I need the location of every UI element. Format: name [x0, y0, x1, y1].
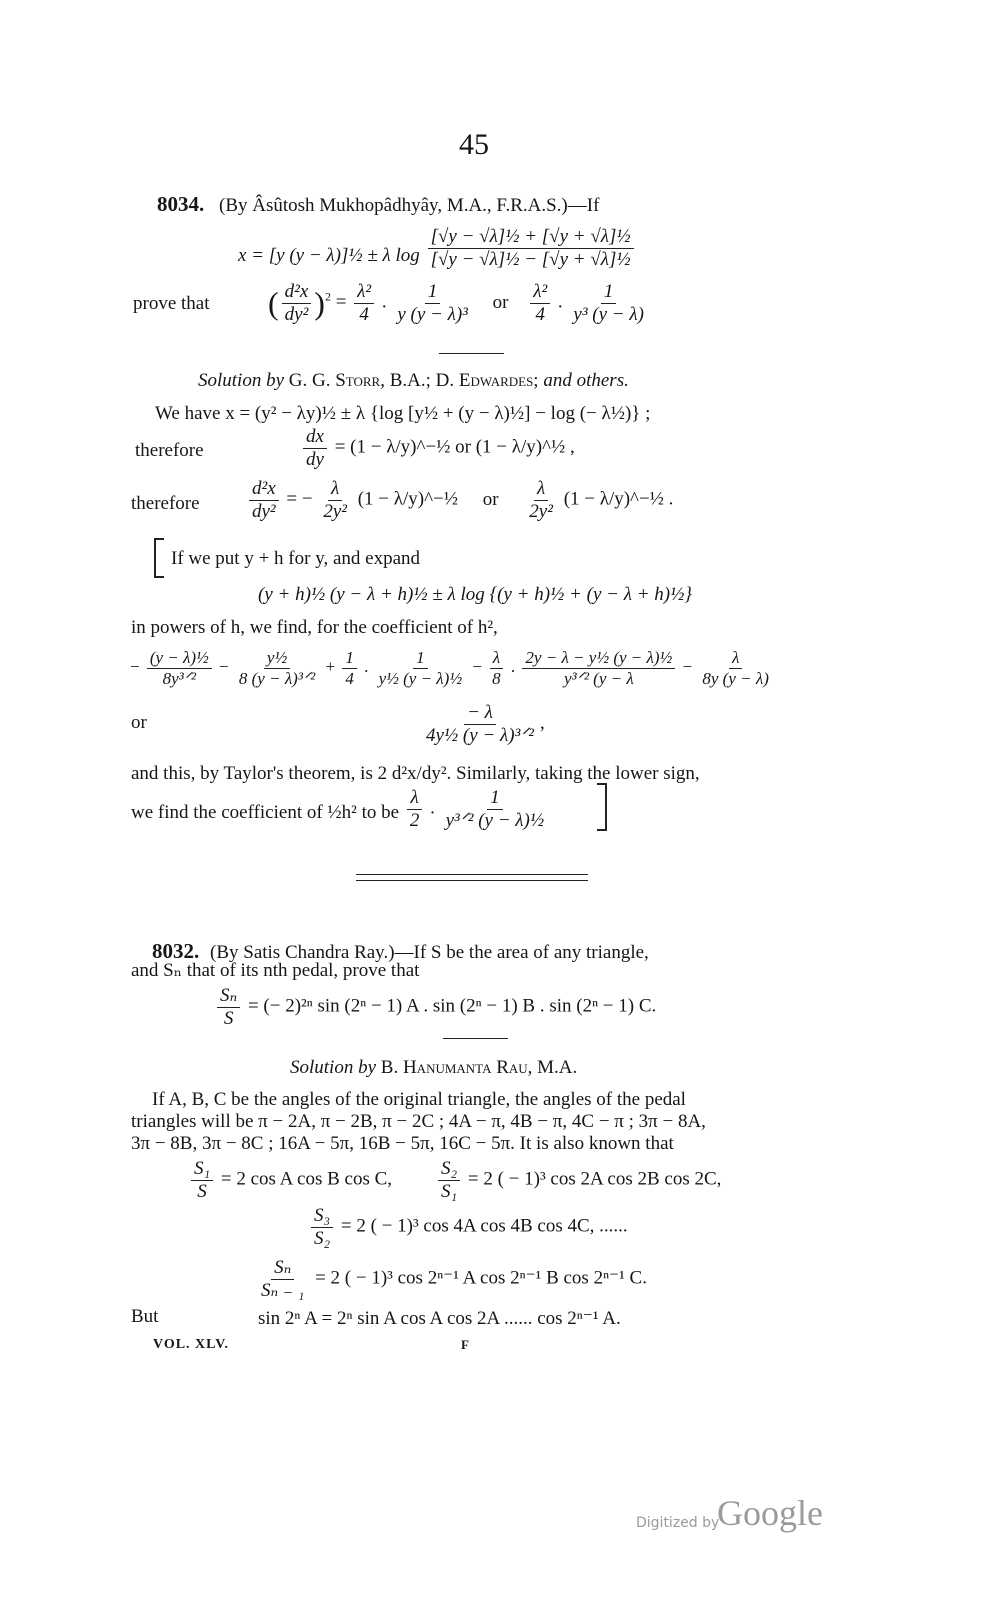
fraction-denominator: y³ᐟ² (y − λ)½ [445, 809, 545, 831]
fraction-numerator: 1 [601, 281, 617, 304]
derivative-equation-1 [300, 426, 575, 471]
fraction-denominator: dy² [252, 500, 276, 522]
prove-that-label: prove that [133, 293, 210, 314]
equation-rhs: = (1 − λ/y)^−½ or (1 − λ/y)^½ , [334, 436, 575, 458]
fraction-denominator: 2y² [529, 500, 553, 522]
short-divider [439, 353, 504, 354]
fraction-denominator: Sₙ ₋ ₁ [261, 1279, 305, 1301]
fraction [489, 648, 504, 688]
problem-text: (By Satis Chandra Ray.)—If S be the area of any triangle, [210, 942, 649, 963]
fraction [570, 281, 647, 326]
fraction-denominator: 4y½ (y − λ)³ᐟ² [426, 724, 535, 746]
fraction-numerator: − λ [464, 702, 496, 725]
derivative-fraction [282, 281, 312, 326]
fraction [428, 226, 634, 271]
equation-rhs: = (− 2)²ⁿ sin (2ⁿ − 1) A . sin (2ⁿ − 1) B . sin (2ⁿ − 1) C. [247, 995, 657, 1017]
equation-sign: = − [286, 488, 313, 510]
ratio-equation-1 [188, 1158, 392, 1203]
or-label: or [131, 712, 147, 733]
fraction [438, 1158, 460, 1203]
fraction [394, 281, 471, 326]
right-bracket [597, 783, 607, 831]
therefore-label: therefore [131, 493, 200, 514]
fraction-denominator: y½ (y − λ)½ [378, 668, 463, 688]
fraction-denominator: 2y² [323, 500, 347, 522]
or-label: or [492, 291, 509, 313]
fraction-denominator: [√y − √λ]½ − [√y + √λ]½ [430, 248, 631, 270]
solution-line-1: We have x = (y² − λy)½ ± λ {log [y½ + (y − λ)½] − log (− λ½)} ; [155, 403, 651, 424]
left-bracket [154, 538, 164, 578]
solution-heading [290, 1058, 577, 1079]
equation-lhs: x = [y (y − λ)]½ ± λ log [238, 244, 420, 266]
fraction-numerator: 1 [342, 648, 357, 669]
note-line-3: in powers of h, we find, for the coefficient of h², [131, 617, 498, 638]
fraction-denominator: y (y − λ)³ [397, 303, 468, 325]
fraction [354, 281, 374, 326]
fraction-numerator: dx [303, 426, 327, 449]
fraction-denominator: S₂ [314, 1227, 331, 1249]
fraction-numerator: λ [407, 787, 421, 810]
fraction-denominator: 8 [492, 668, 501, 688]
fraction-denominator: 8y³ᐟ² [162, 668, 197, 688]
solution-paragraph-line-2: triangles will be π − 2A, π − 2B, π − 2C ; 4A − π, 4B − π, 4C − π ; 3π − 8A, [131, 1111, 706, 1132]
note-line-2: (y + h)½ (y − λ + h)½ ± λ log {(y + h)½ + (y − λ + h)½} [258, 584, 692, 605]
but-label: But [131, 1306, 159, 1327]
fraction-numerator: 1 [413, 648, 428, 669]
fraction [522, 648, 675, 688]
google-logo: Google [717, 1493, 823, 1533]
problem-number: 8032. [152, 939, 200, 963]
fraction [147, 648, 212, 688]
fraction-denominator: 2 [409, 809, 420, 831]
section-divider-bottom [356, 880, 588, 881]
fraction-denominator: y³ᐟ² (y − λ [563, 668, 634, 688]
therefore-label: therefore [135, 440, 204, 461]
fraction-numerator: S₁ [191, 1158, 213, 1181]
fraction [526, 478, 556, 523]
fraction-denominator: y³ (y − λ) [573, 303, 644, 325]
fraction-numerator: y½ [264, 648, 290, 669]
fraction-numerator: d²x [249, 478, 279, 501]
ratio-equation-3 [308, 1205, 628, 1250]
fraction-numerator: Sₙ [271, 1257, 294, 1280]
solver-names: G. G. Storr, B.A.; D. Edwardes; [288, 370, 539, 391]
fraction-denominator: S [223, 1007, 234, 1029]
but-equation: sin 2ⁿ A = 2ⁿ sin A cos A cos 2A ...... cos 2ⁿ⁻¹ A. [258, 1308, 621, 1329]
solution-label: Solution by [198, 370, 285, 391]
fraction-numerator: Sₙ [217, 985, 240, 1008]
problem-8034-header [157, 193, 599, 217]
fraction [423, 702, 537, 747]
fraction-denominator: S [197, 1180, 207, 1202]
fraction-denominator: 4 [345, 668, 354, 688]
fraction [191, 1158, 213, 1203]
solution-heading [198, 371, 629, 392]
fraction-denominator: 4 [359, 303, 369, 325]
volume-label: VOL. XLV. [153, 1337, 230, 1352]
fraction-numerator: (y − λ)½ [147, 648, 212, 669]
solver-names: B. Hanumanta Rau, M.A. [380, 1057, 578, 1078]
fraction [443, 787, 548, 832]
fraction-numerator: λ² [530, 281, 550, 304]
digitized-by-label: Digitized by [636, 1515, 720, 1531]
fraction-numerator: λ [490, 648, 503, 669]
equation-8034-1 [238, 226, 637, 271]
fraction-numerator: 1 [425, 281, 441, 304]
signature-mark: F [461, 1337, 469, 1352]
fraction [236, 648, 318, 688]
coefficient-expansion: − $\frac{\text{(y − λ)½}}{\text{8y³ᐟ²}}$ − $\frac{\text{y½}}{\text{8 (y − λ)³ᐟ²}}$ + $\frac{1}{4}$ . $\frac{1}{\text{y½ (y − λ)½}}$ − $\frac{\lambda}{8}$ . $\frac{\text{2y − λ − y½ (y − λ)½}}{\text{y³ᐟ² (y − λ}}$ − $\frac{\lambda}{8y (y - \lambda)}$ [130, 648, 775, 688]
ratio-equation-n [255, 1257, 647, 1302]
equation-rhs: = 2 cos A cos B cos C, [220, 1168, 393, 1190]
solution-and-others: and others. [543, 370, 629, 391]
solution-paragraph-line-3: 3π − 8B, 3π − 8C ; 16A − 5π, 16B − 5π, 16C − 5π. It is also known that [131, 1133, 674, 1154]
lower-sign-text: we find the coefficient of ½h² to be [131, 801, 400, 823]
fraction-numerator: 1 [487, 787, 503, 810]
fraction-denominator: 8y (y − λ) [702, 668, 769, 688]
equation-8034-2: ( $\frac{\text{d²x}}{\text{dy²}}$ )$^2$ = $\frac{\text{λ²}}{4}$ . $\frac{1}{\text{y (y − λ)³}}$ or $\frac{\text{λ²}}{4}$ . $\frac{1}{\text{y³ (y − λ)}}$ [268, 281, 650, 326]
derivative-equation-2 [246, 478, 673, 523]
fraction [407, 787, 423, 832]
fraction-numerator: λ [534, 478, 548, 501]
equation-rhs: = 2 ( − 1)³ cos 2A cos 2B cos 2C, [467, 1168, 722, 1190]
lower-sign-line: we find the coefficient of ½h² to be $\frac{\lambda}{2}$ . $\frac{1}{\text{y³ᐟ² (y − λ)½}}$ [131, 787, 550, 832]
problem-byline: (By Âsûtosh Mukhopâdhyây, M.A., F.R.A.S.)—If [219, 195, 600, 216]
note-line-1: If we put y + h for y, and expand [171, 548, 421, 569]
equation-rhs: = 2 ( − 1)³ cos 2ⁿ⁻¹ A cos 2ⁿ⁻¹ B cos 2ⁿ⁻¹ C. [315, 1267, 647, 1289]
coefficient-result: $\frac{- \lambda}{\text{4y½ (y − λ)³ᐟ²}}$ , [420, 702, 545, 747]
fraction-numerator: S₃ [311, 1205, 333, 1228]
or-label: or [482, 488, 499, 510]
fraction-numerator: 2y − λ − y½ (y − λ)½ [522, 648, 675, 669]
fraction [217, 985, 240, 1030]
page-number: 45 [459, 128, 489, 161]
fraction-denominator: dy [306, 448, 324, 470]
problem-8032-line-2: and Sₙ that of its nth pedal, prove that [131, 960, 420, 981]
fraction-numerator: [√y − √λ]½ + [√y + √λ]½ [428, 226, 634, 249]
fraction-numerator: λ [729, 648, 742, 669]
taylor-line: and this, by Taylor's theorem, is 2 d²x/dy². Similarly, taking the lower sign, [131, 763, 700, 784]
fraction [699, 648, 772, 688]
fraction-numerator: S₂ [438, 1158, 460, 1181]
equation-rhs: = 2 ( − 1)³ cos 4A cos 4B cos 4C, ...... [340, 1215, 628, 1237]
fraction-numerator: d²x [282, 281, 312, 304]
fraction [303, 426, 327, 471]
solution-paragraph-line-1: If A, B, C be the angles of the original triangle, the angles of the pedal [152, 1089, 686, 1110]
square-exponent: 2 [324, 289, 331, 304]
fraction-denominator: dy² [284, 303, 309, 325]
fraction [342, 648, 357, 688]
fraction [249, 478, 279, 523]
fraction-denominator: S₁ [441, 1180, 458, 1202]
equation-8032 [214, 985, 656, 1030]
fraction [258, 1257, 307, 1302]
fraction [376, 648, 466, 688]
fraction [311, 1205, 333, 1250]
equation-factor: (1 − λ/y)^−½ . [563, 488, 674, 510]
fraction [320, 478, 350, 523]
fraction [530, 281, 550, 326]
equation-factor: (1 − λ/y)^−½ [357, 488, 458, 510]
fraction-denominator: 4 [535, 303, 545, 325]
fraction-numerator: λ [328, 478, 342, 501]
problem-number: 8034. [157, 192, 205, 216]
solution-label: Solution by [290, 1057, 377, 1078]
section-divider-top [356, 874, 588, 875]
fraction-numerator: λ² [354, 281, 374, 304]
fraction-denominator: 8 (y − λ)³ᐟ² [238, 668, 316, 688]
ratio-equation-2 [435, 1158, 721, 1203]
short-divider [443, 1038, 508, 1039]
